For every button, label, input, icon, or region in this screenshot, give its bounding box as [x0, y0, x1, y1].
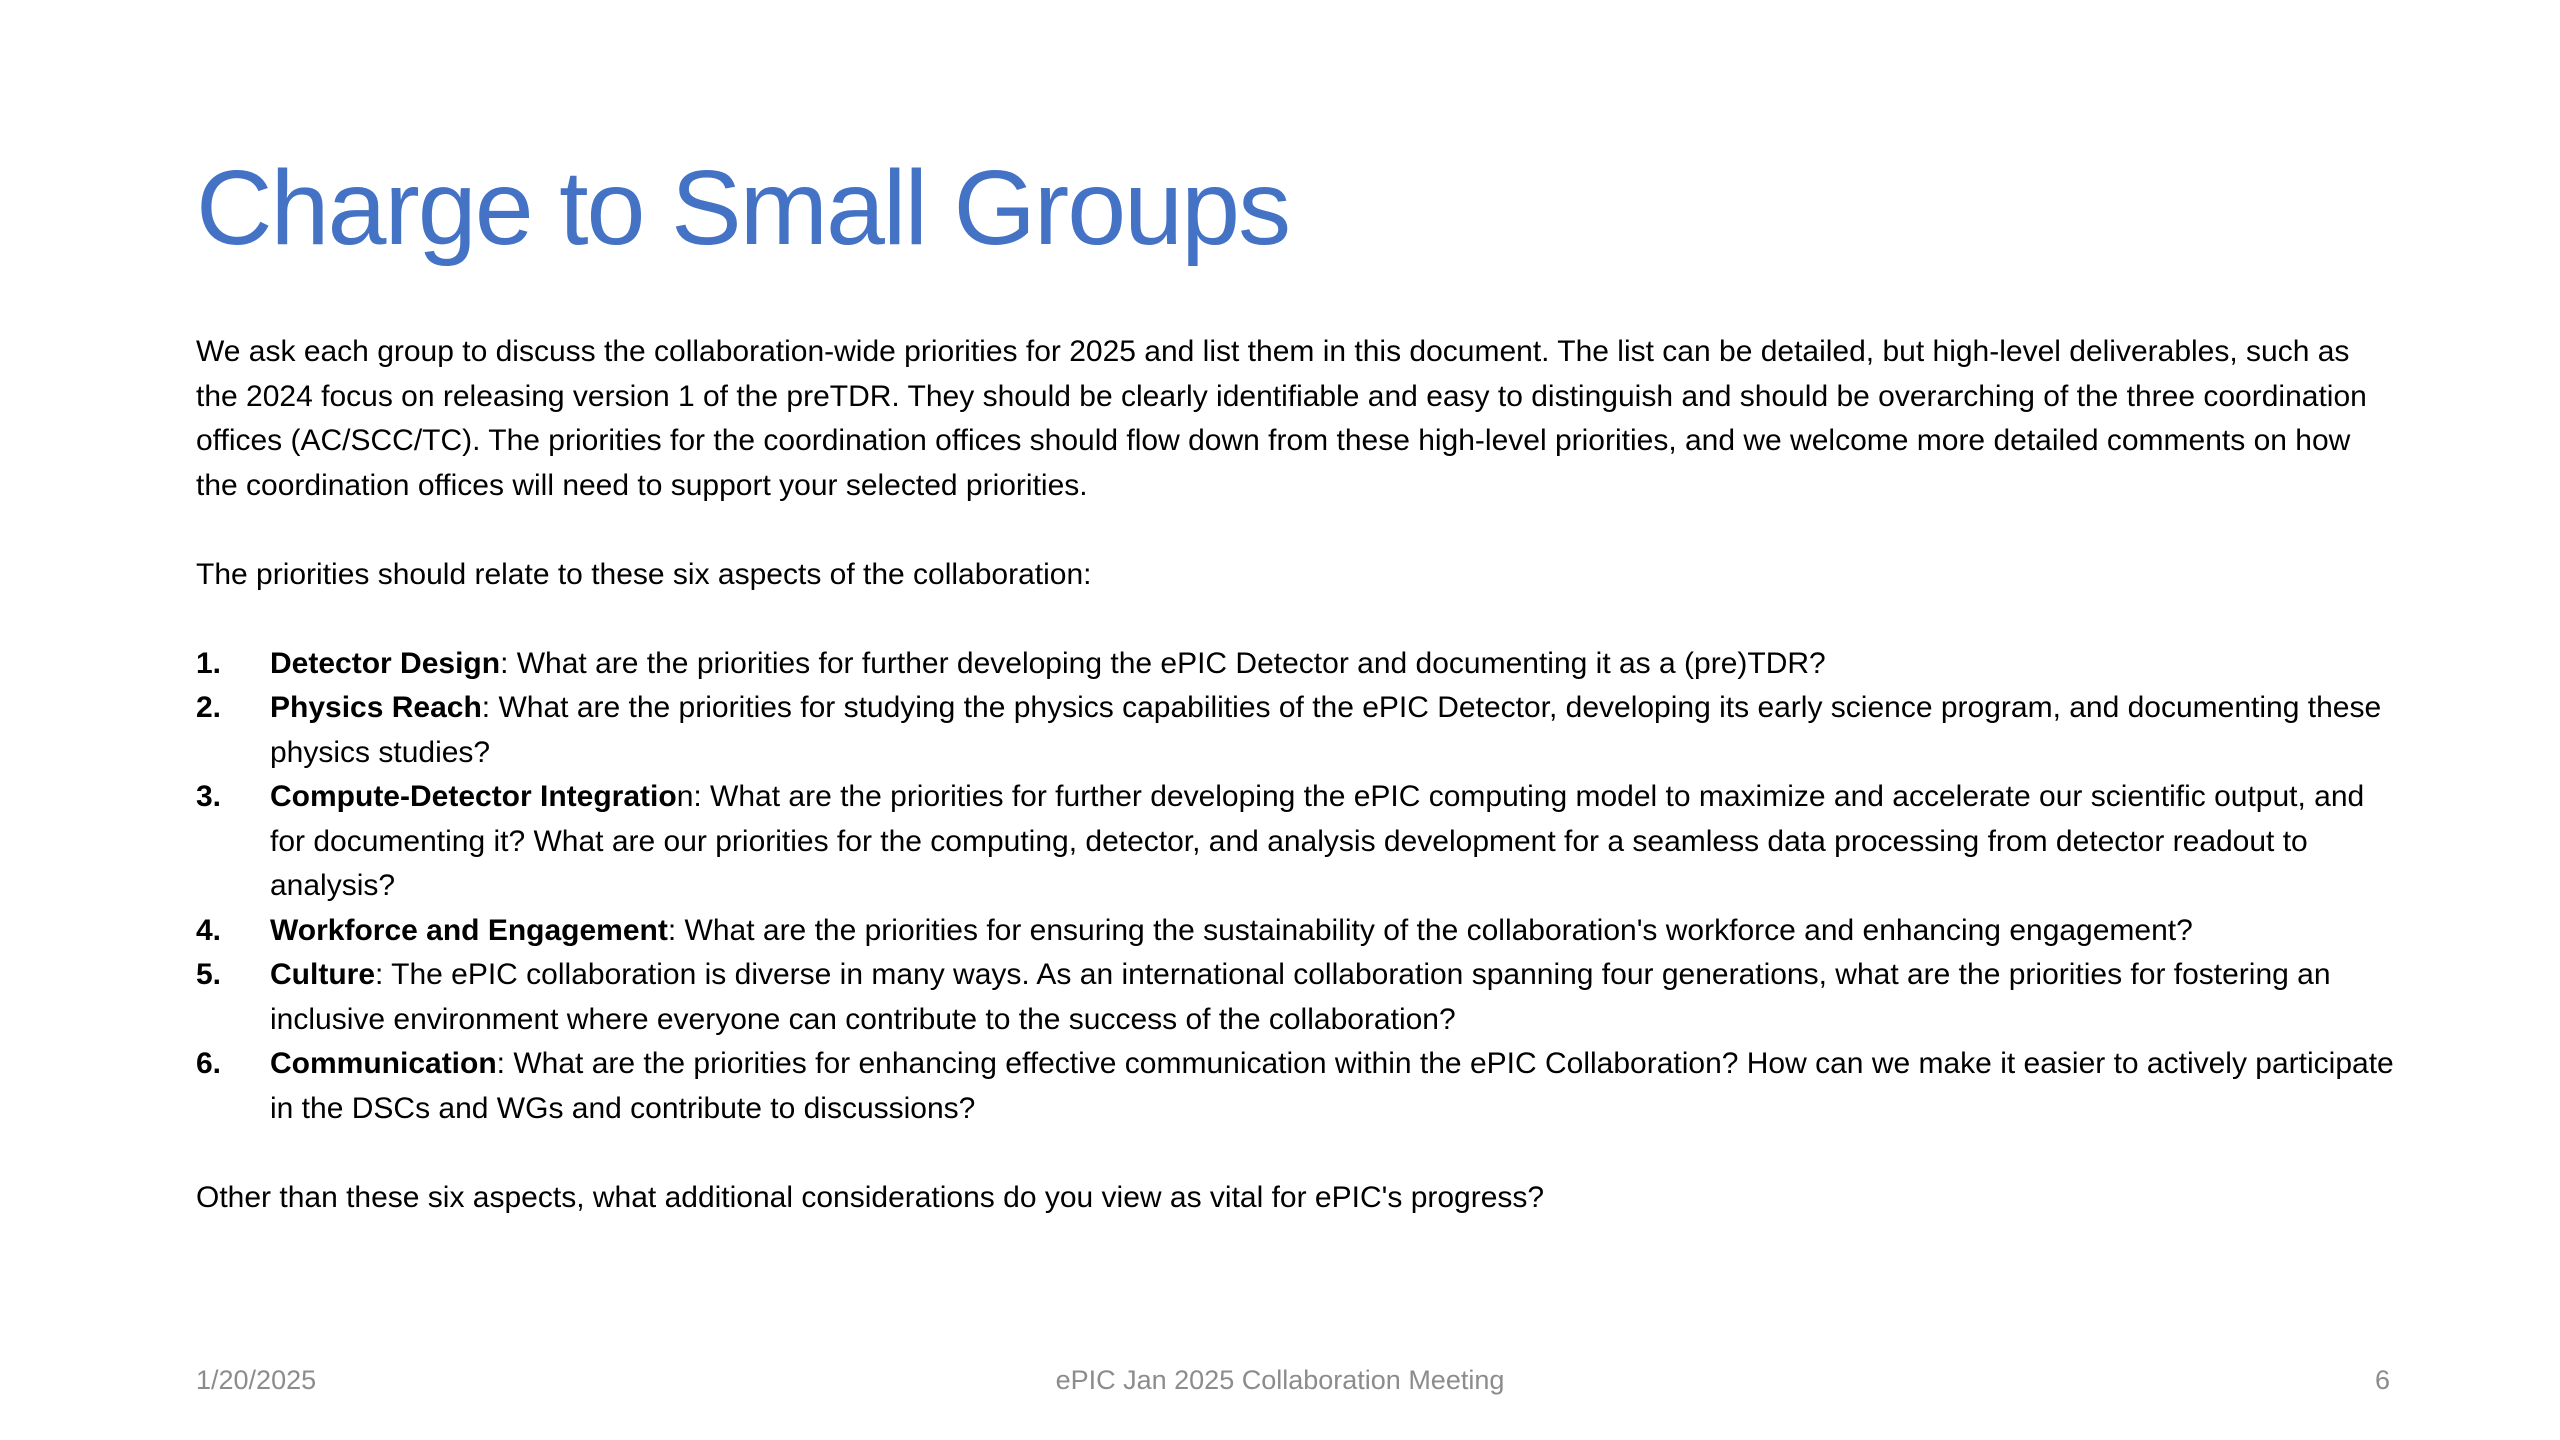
slide-title: Charge to Small Groups: [196, 149, 1290, 267]
list-item: [196, 953, 2396, 1042]
list-item-number: 6.: [196, 1047, 222, 1080]
slide-body: [196, 330, 2396, 1220]
list-item: [196, 642, 2396, 687]
list-item-text: : What are the priorities for further developing the ePIC Detector and documenting it as a (pre)TDR?: [500, 646, 1826, 680]
aspects-list: [196, 642, 2396, 1132]
list-item: [196, 775, 2396, 909]
list-item-number: 5.: [196, 958, 222, 991]
list-item-heading: Communication: [270, 1047, 497, 1080]
list-item-text: n: What are the priorities for further developing the ePIC computing model to maximize and accelerate our scientific output, and for documenting it? What are our priorities for the computing, detector, and analysis development for a seamless data processing from detector readout to analysis?: [270, 780, 2365, 902]
list-item-number: 1.: [196, 646, 222, 680]
spacer: [196, 508, 2396, 553]
spacer: [196, 1131, 2396, 1176]
footer-page-number: 6: [2374, 1365, 2390, 1395]
footer-event: ePIC Jan 2025 Collaboration Meeting: [1055, 1365, 1505, 1395]
list-item-heading: Culture: [270, 958, 375, 991]
list-item-number: 3.: [196, 780, 222, 813]
list-item-text: : What are the priorities for studying the physics capabilities of the ePIC Detector, developing its early science program, and documenting these physics studies?: [270, 691, 2382, 769]
list-item-heading: Compute-Detector Integratio: [270, 780, 677, 813]
list-item-heading: Detector Design: [270, 646, 501, 680]
lead-paragraph: The priorities should relate to these six aspects of the collaboration:: [196, 557, 1092, 591]
list-item-number: 2.: [196, 691, 222, 724]
list-item-text: : The ePIC collaboration is diverse in many ways. As an international collaboration spanning four generations, what are the priorities for fostering an inclusive environment where everyone can contribute to the success of the collaboration?: [270, 958, 2331, 1036]
list-item-text: : What are the priorities for ensuring the sustainability of the collaboration's workforce and enhancing engagement?: [667, 913, 2193, 947]
footer-date: 1/20/2025: [196, 1365, 317, 1395]
spacer: [196, 597, 2396, 642]
list-item-heading: Physics Reach: [270, 691, 482, 724]
intro-paragraph: We ask each group to discuss the collaboration-wide priorities for 2025 and list them in this document. The list can be detailed, but high-level deliverables, such as the 2024 focus on releasing version 1 of the preTDR. They should be clearly identifiable and easy to distinguish and should be overarching of the three coordination offices (AC/SCC/TC). The priorities for the coordination offices should flow down from these high-level priorities, and we welcome more detailed comments on how the coordination offices will need to support your selected priorities.: [196, 335, 2367, 502]
list-item: [196, 686, 2396, 775]
list-item-text: : What are the priorities for enhancing effective communication within the ePIC Collaboration? How can we make it easier to actively participate in the DSCs and WGs and contribute to discussions?: [270, 1047, 2394, 1125]
list-item-number: 4.: [196, 913, 222, 947]
list-item: [196, 909, 2396, 954]
list-item: [196, 1042, 2396, 1131]
closing-paragraph: Other than these six aspects, what additional considerations do you view as vital for ePIC's progress?: [196, 1180, 1545, 1214]
list-item-heading: Workforce and Engagement: [270, 913, 668, 947]
